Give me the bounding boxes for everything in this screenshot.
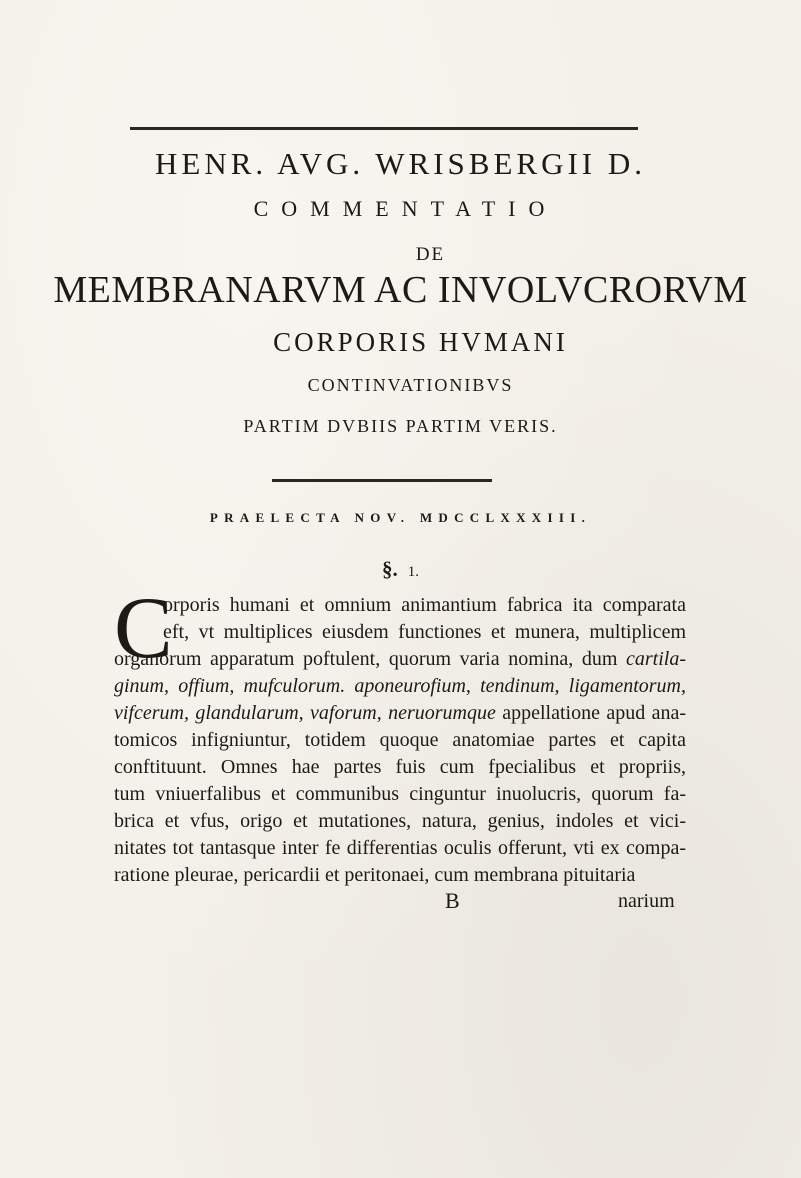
body-line-1: orporis humani et omnium animantium fabrica ita comparata (163, 594, 686, 616)
body-line-6: tomicos infigniuntur, totidem quoque anatomiae partes et capita (114, 729, 686, 751)
body-line-8: tum vniuerfalibus et communibus cinguntur inuolucris, quorum fa- (114, 783, 686, 805)
body-line-11: ratione pleurae, pericardii et peritonaei, cum membrana pituitaria (114, 864, 636, 886)
subtitle-corporis: CORPORIS HVMANI (273, 327, 568, 357)
de-line: DE (415, 244, 446, 265)
body-line-3 (114, 646, 686, 672)
body-line-10: nitates tot tantasque inter fe differentias oculis offerunt, vti ex compa- (114, 837, 686, 859)
body-line-3-roman: organorum apparatum poftulent, quorum varia nomina, dum (114, 648, 626, 670)
body-line-5 (114, 700, 686, 726)
commentatio-heading: COMMENTATIO (253, 196, 558, 221)
subtitle-partim: PARTIM DVBIIS PARTIM VERIS. (243, 416, 558, 436)
body-line-7: conftituunt. Omnes hae partes fuis cum fpecialibus et propriis, (114, 756, 686, 778)
body-line-2: eft, vt multiplices eiusdem functiones et munera, multiplicem (163, 621, 686, 643)
main-title: MEMBRANARVM AC INVOLVCRORVM (53, 269, 748, 311)
body-line-9: brica et vfus, origo et mutationes, natura, genius, indoles et vici- (114, 810, 686, 832)
middle-rule (272, 479, 492, 482)
section-heading (0, 557, 801, 582)
body-line-3-italic: cartila- (626, 648, 686, 670)
section-mark: §. (382, 557, 398, 581)
body-line-5-roman: appellatione apud ana- (495, 702, 687, 724)
catchword: narium (618, 890, 675, 912)
body-line-5-italic: vifcerum, glandularum, vaforum, neruorumque (114, 702, 496, 724)
body-line-4: ginum, offium, mufculorum. aponeurofium, tendinum, ligamentorum, (114, 675, 686, 697)
praelecta-line: PRAELECTA NOV. MDCCLXXXIII. (209, 510, 592, 525)
drop-cap: C (114, 580, 173, 677)
subtitle-continuationibus: CONTINVATIONIBVS (307, 375, 514, 395)
author-line: HENR. AVG. WRISBERGII D. (155, 146, 646, 181)
signature-mark: B (445, 888, 460, 913)
section-number: 1. (407, 564, 419, 580)
top-rule (130, 127, 638, 130)
